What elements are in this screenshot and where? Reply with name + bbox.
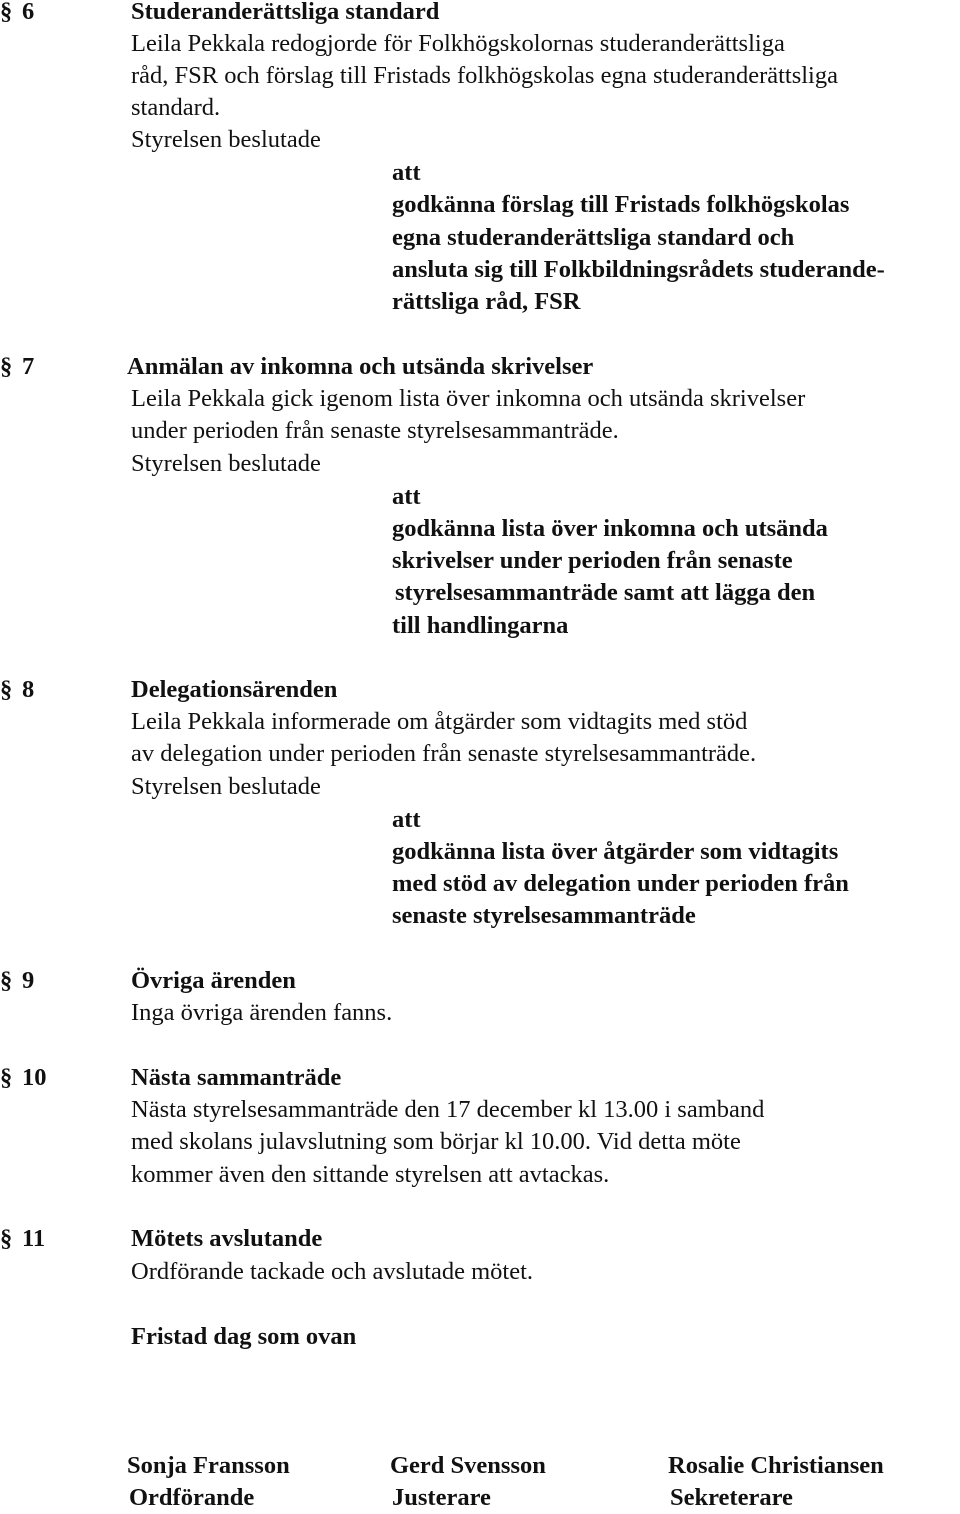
decision-line: egna studeranderättsliga standard och (392, 224, 795, 251)
section-symbol: § (0, 1225, 13, 1252)
decision-line: till handlingarna (392, 612, 569, 639)
section-symbol: § (0, 1064, 13, 1091)
section-body-line: av delegation under perioden från senaste styrelsesammanträde. (131, 740, 757, 767)
decision-intro: Styrelsen beslutade (131, 773, 321, 800)
closing-line: Fristad dag som ovan (131, 1323, 357, 1350)
section-title: Anmälan av inkomna och utsända skrivelser (127, 353, 594, 380)
section-title: Studeranderättsliga standard (131, 0, 440, 25)
section-body-line: Leila Pekkala gick igenom lista över inkomna och utsända skrivelser (131, 385, 806, 412)
section-symbol: § (0, 676, 13, 703)
section-symbol: § (0, 967, 13, 994)
section-number: 7 (22, 353, 35, 380)
section-title: Övriga ärenden (131, 967, 296, 994)
section-number: 10 (22, 1064, 47, 1091)
decision-line: skrivelser under perioden från senaste (392, 547, 793, 574)
section-body-line: under perioden från senaste styrelsesammanträde. (131, 417, 619, 444)
section-body-line: kommer även den sittande styrelsen att avtackas. (131, 1161, 610, 1188)
decision-line: med stöd av delegation under perioden från (392, 870, 849, 897)
decision-intro: Styrelsen beslutade (131, 126, 321, 153)
decision-line: att (392, 483, 421, 510)
section-title: Delegationsärenden (131, 676, 338, 703)
section-body-line: Ordförande tackade och avslutade mötet. (131, 1258, 534, 1285)
decision-line: godkänna lista över åtgärder som vidtagits (392, 838, 839, 865)
section-symbol: § (0, 353, 13, 380)
decision-line: senaste styrelsesammanträde (392, 902, 696, 929)
section-body-line: med skolans julavslutning som börjar kl 10.00. Vid detta möte (131, 1128, 741, 1155)
section-title: Mötets avslutande (131, 1225, 323, 1252)
decision-line: godkänna förslag till Fristads folkhögskolas (392, 191, 850, 218)
section-number: 11 (22, 1225, 46, 1252)
section-number: 6 (22, 0, 35, 25)
signature-role: Ordförande (129, 1484, 255, 1511)
section-body-line: Nästa styrelsesammanträde den 17 december kl 13.00 i samband (131, 1096, 765, 1123)
signature-role: Sekreterare (670, 1484, 793, 1511)
signature-name: Gerd Svensson (390, 1452, 546, 1479)
section-number: 9 (22, 967, 35, 994)
section-symbol: § (0, 0, 13, 25)
decision-line: styrelsesammanträde samt att lägga den (395, 579, 816, 606)
signature-role: Justerare (392, 1484, 491, 1511)
section-title: Nästa sammanträde (131, 1064, 342, 1091)
decision-line: att (392, 159, 421, 186)
decision-line: rättsliga råd, FSR (392, 288, 581, 315)
signature-name: Sonja Fransson (127, 1452, 290, 1479)
section-body-line: Leila Pekkala informerade om åtgärder som vidtagits med stöd (131, 708, 748, 735)
section-body-line: standard. (131, 94, 221, 121)
decision-intro: Styrelsen beslutade (131, 450, 321, 477)
decision-line: godkänna lista över inkomna och utsända (392, 515, 828, 542)
decision-line: att (392, 806, 421, 833)
section-body-line: Leila Pekkala redogjorde för Folkhögskolornas studeranderättsliga (131, 30, 785, 57)
section-body-line: råd, FSR och förslag till Fristads folkhögskolas egna studeranderättsliga (131, 62, 838, 89)
signature-name: Rosalie Christiansen (668, 1452, 884, 1479)
section-body-line: Inga övriga ärenden fanns. (131, 999, 393, 1026)
decision-line: ansluta sig till Folkbildningsrådets studerande- (392, 256, 885, 283)
section-number: 8 (22, 676, 35, 703)
